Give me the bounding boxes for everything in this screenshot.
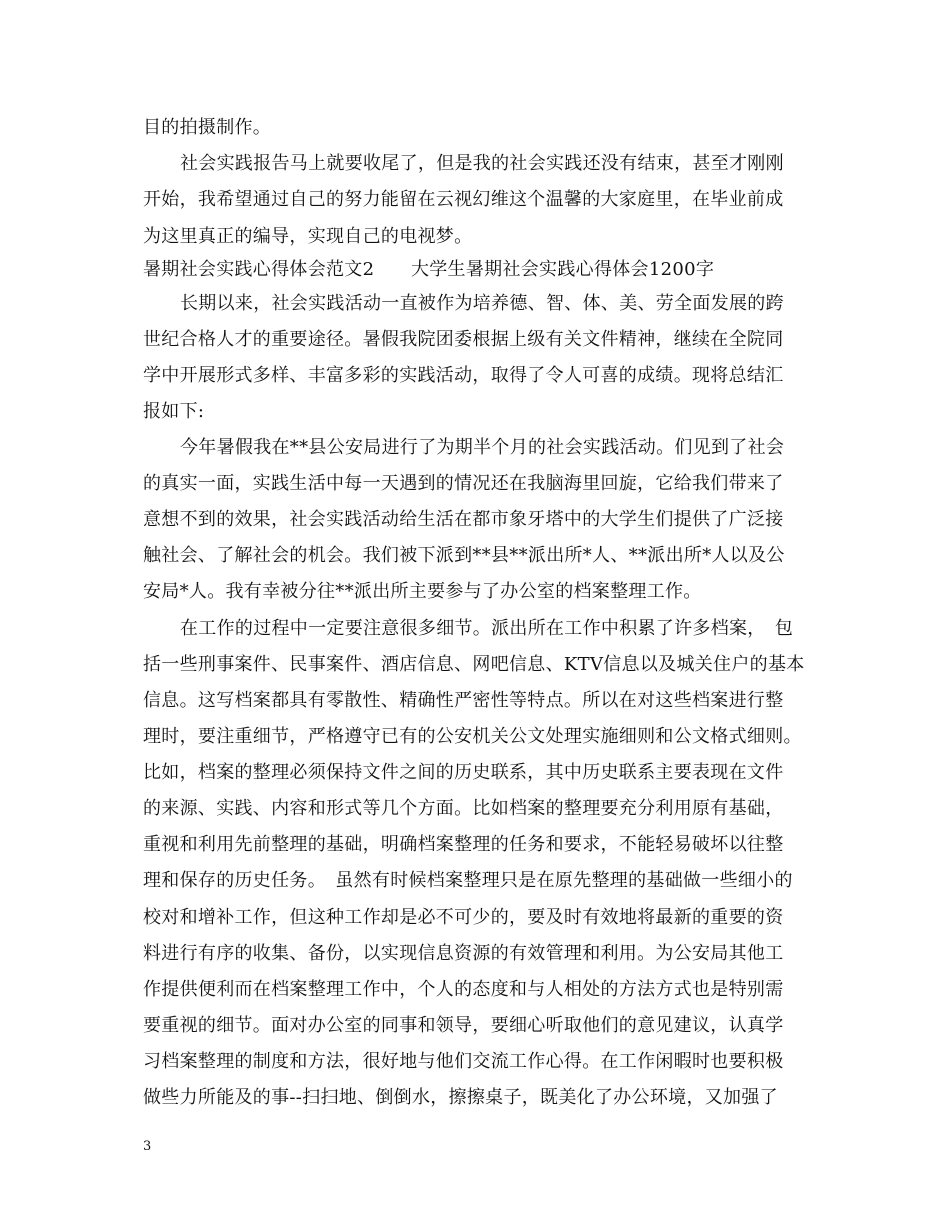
text-line: 世纪合格人才的重要途径。暑假我院团委根据上级有关文件精神，继续在全院同: [143, 329, 784, 350]
text-line: 理时，要注重细节，严格遵守已有的公安机关公文处理实施细则和公文格式细则。: [143, 726, 802, 747]
text-line: 目的拍摄制作。: [143, 117, 272, 138]
text-line: 重视和利用先前整理的基础，明确档案整理的任务和要求，不能轻易破坏以往整: [143, 834, 784, 855]
text-line: 习档案整理的制度和方法，很好地与他们交流工作心得。在工作闲暇时也要积极: [143, 1051, 784, 1072]
text-line: 比如，档案的整理必须保持文件之间的历史联系，其中历史联系主要表现在文件: [143, 762, 784, 783]
text-line: 括一些刑事案件、民事案件、酒店信息、网吧信息、KTV信息以及城关住户的基本: [143, 654, 805, 675]
text-line: 社会实践报告马上就要收尾了，但是我的社会实践还没有结束，甚至才刚刚: [180, 153, 784, 174]
text-line: 信息。这写档案都具有零散性、精确性严密性等特点。所以在对这些档案进行整: [143, 690, 784, 711]
text-line: 做些力所能及的事--扫扫地、倒倒水，擦擦桌子，既美化了办公环境，又加强了: [143, 1087, 778, 1108]
text-line: 作提供便利而在档案整理工作中，个人的态度和与人相处的方法方式也是特别需: [143, 979, 784, 1000]
text-line: 长期以来，社会实践活动一直被作为培养德、智、体、美、劳全面发展的跨: [180, 293, 784, 314]
text-line: 在工作的过程中一定要注意很多细节。派出所在工作中积累了许多档案， 包: [180, 618, 794, 639]
text-line: 触社会、了解社会的机会。我们被下派到**县**派出所*人、**派出所*人以及公: [143, 545, 785, 566]
text-line: 要重视的细节。面对办公室的同事和领导，要细心听取他们的意见建议，认真学: [143, 1015, 784, 1036]
section-heading: 暑期社会实践心得体会范文2 大学生暑期社会实践心得体会1200字: [143, 259, 715, 280]
text-line: 理和保存的历史任务。 虽然有时候档案整理只是在原先整理的基础做一些细小的: [143, 870, 793, 891]
text-line: 今年暑假我在**县公安局进行了为期半个月的社会实践活动。们见到了社会: [180, 437, 785, 458]
text-line: 意想不到的效果，社会实践活动给生活在都市象牙塔中的大学生们提供了广泛接: [143, 509, 784, 530]
text-line: 开始，我希望通过自己的努力能留在云视幻维这个温馨的大家庭里，在毕业前成: [143, 189, 784, 210]
text-line: 料进行有序的收集、备份，以实现信息资源的有效管理和利用。为公安局其他工: [143, 943, 784, 964]
page-number: 3: [143, 1139, 152, 1154]
text-line: 学中开展形式多样、丰富多彩的实践活动，取得了令人可喜的成绩。现将总结汇: [143, 365, 784, 386]
text-line: 安局*人。我有幸被分往**派出所主要参与了办公室的档案整理工作。: [143, 581, 702, 602]
text-line: 校对和增补工作，但这种工作却是必不可少的，要及时有效地将最新的重要的资: [143, 907, 784, 928]
text-line: 为这里真正的编导，实现自己的电视梦。: [143, 226, 473, 247]
text-line: 报如下:: [143, 401, 205, 422]
text-line: 的真实一面，实践生活中每一天遇到的情况还在我脑海里回旋，它给我们带来了: [143, 473, 784, 494]
text-line: 的来源、实践、内容和形式等几个方面。比如档案的整理要充分利用原有基础，: [143, 798, 784, 819]
